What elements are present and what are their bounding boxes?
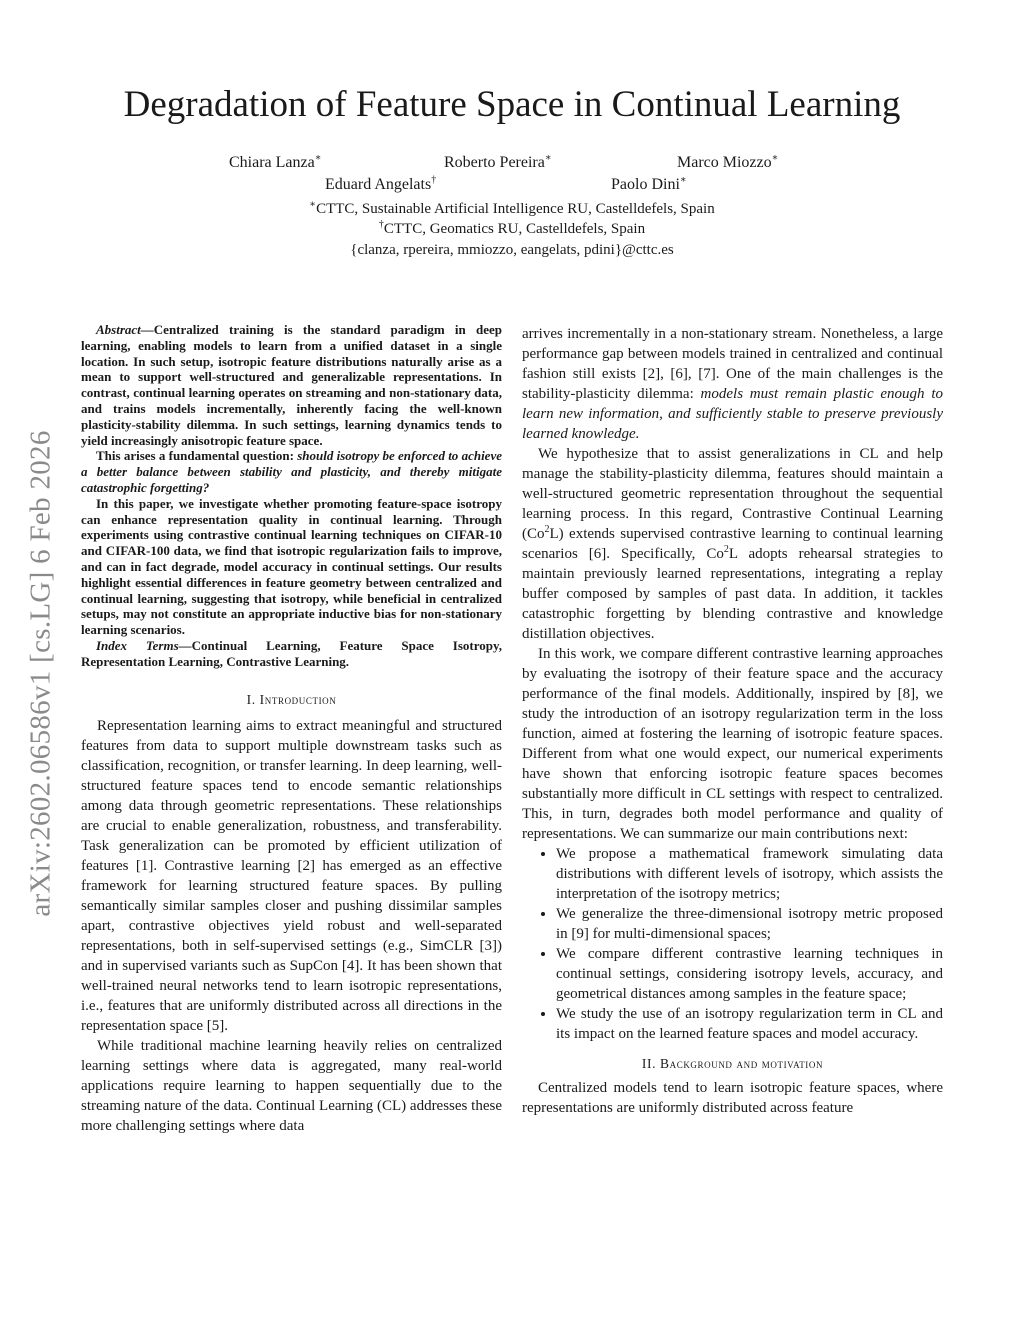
body-paragraph: In this work, we compare different contrastive learning approaches by evaluating the isotropy of their feature space and the accuracy performance of the final models. Additionally, inspired by [8], we study the introduction of an isotropy regularization term in the loss function, aimed at fostering the learning of isotropic feature spaces. Different from what one would expect, our numerical experiments have shown that enforcing isotropic feature spaces becomes substantially more difficult in CL settings with respect to centralized. This, in turn, degrades both model performance and quality of representations. We can summarize our main contributions next: bbox=[522, 646, 943, 842]
list-item: • We generalize the three-dimensional isotropy metric proposed in [9] for multi-dimensional spaces; bbox=[556, 904, 943, 944]
right-column bbox=[522, 324, 943, 1118]
abstract bbox=[81, 322, 502, 670]
arxiv-identifier: arXiv:2602.06586v1 [cs.LG] 6 Feb 2026 bbox=[24, 429, 57, 917]
section-heading-introduction: I. Introduction bbox=[246, 691, 337, 707]
contributions-list bbox=[522, 844, 943, 1044]
abstract-paragraph: This arises a fundamental question: should isotropy be enforced to achieve a better balance between stability and plasticity, and thereby mitigate catastrophic forgetting? bbox=[81, 448, 502, 495]
author-name: Marco Miozzo∗ bbox=[677, 152, 779, 171]
left-column bbox=[81, 322, 502, 1136]
abstract-paragraph: In this paper, we investigate whether promoting feature-space isotropy can enhance representation quality in continual learning. Through experiments using contrastive continual learning techniques on CIFAR-10 and CIFAR-100 data, we find that isotropic regularization fails to improve, and can in fact degrade, model accuracy in continual settings. Our results highlight essential differences in feature geometry between centralized and continual learning, suggesting that isotropy, while beneficial in centralized setups, may not constitute an appropriate inductive bias for non-stationary learning scenarios. bbox=[81, 495, 502, 638]
body-paragraph: We hypothesize that to assist generalizations in CL and help manage the stability-plasticity dilemma, features should maintain a well-structured geometric representation throughout the sequential learning process. In this regard, Contrastive Continual Learning (Co$^2$L) extends supervised contrastive learning to continual learning scenarios [6]. Specifically, Co$^2$L adopts rehearsal strategies to maintain previously learned representations, integrating a replay buffer composed by samples of past data. In addition, it tackles catastrophic forgetting by blending contrastive and knowledge distillation objectives. bbox=[522, 446, 943, 642]
author-row-2 bbox=[0, 176, 1024, 198]
affiliation-2: †CTTC, Geomatics RU, Castelldefels, Spain bbox=[378, 219, 646, 237]
affiliation-1: ∗CTTC, Sustainable Artificial Intelligence RU, Castelldefels, Spain bbox=[309, 199, 715, 217]
paper-title: Degradation of Feature Space in Continual Learning bbox=[123, 84, 901, 125]
author-name: Roberto Pereira∗ bbox=[444, 152, 552, 171]
index-terms: Index Terms—Continual Learning, Feature Space Isotropy, Representation Learning, Contrastive Learning. bbox=[81, 637, 503, 669]
body-paragraph: Centralized models tend to learn isotropic feature spaces, where representations are uniformly distributed across feature bbox=[522, 1080, 943, 1116]
section-heading-background: II. Background and motivation bbox=[641, 1056, 824, 1071]
arxiv-sidebar-stamp bbox=[16, 378, 66, 968]
list-item: • We propose a mathematical framework simulating data distributions with different levels of isotropy, which assists the interpretation of the isotropy metrics; bbox=[556, 844, 943, 904]
body-paragraph: arrives incrementally in a non-stationary stream. Nonetheless, a large performance gap between models trained in centralized and continual fashion still exists [2], [6], [7]. One of the main challenges is the stability-plasticity dilemma: models must remain plastic enough to learn new information, and sufficiently stable to preserve previously learned knowledge. bbox=[522, 326, 943, 442]
list-item: • We study the use of an isotropy regularization term in CL and its impact on the learned feature spaces and model accuracy. bbox=[556, 1004, 943, 1044]
author-row-1 bbox=[0, 154, 1024, 176]
abstract-paragraph: Abstract—Centralized training is the standard paradigm in deep learning, enabling models to learn from a unified dataset in a single location. In such setup, isotropic feature distributions naturally arise as a mean to support well-structured and generalizable representations. In contrast, continual learning operates on streaming and non-stationary data, and trains models incrementally, inherently facing the well-known plasticity-stability dilemma. In such settings, learning dynamics tends to yield increasingly anisotropic feature space. bbox=[81, 322, 502, 448]
author-name: Chiara Lanza∗ bbox=[229, 152, 322, 171]
list-item: • We compare different contrastive learning techniques in continual settings, considering isotropy levels, accuracy, and geometrical distances among samples in the feature space; bbox=[556, 944, 943, 1004]
author-name: Paolo Dini∗ bbox=[611, 174, 687, 193]
author-emails: {clanza, rpereira, mmiozzo, eangelats, pdini}@cttc.es bbox=[350, 242, 674, 258]
body-paragraph: Representation learning aims to extract meaningful and structured features from data to support multiple downstream tasks such as classification, recognition, or transfer learning. In deep learning, well-structured feature spaces tend to encode semantic relationships among data through geometric representations. These relationships are crucial to enable generalization, robustness, and transferability. Task generalization can be promoted by efficient utilization of features [1]. Contrastive learning [2] has emerged as an effective framework for learning structured feature spaces. By pulling semantically similar samples closer and pushing dissimilar samples apart, contrastive objectives yield robust and well-separated representations, both in self-supervised settings (e.g., SimCLR [3]) and in supervised variants such as SupCon [4]. It has been shown that well-trained neural networks tend to learn isotropic representations, i.e., features that are uniformly distributed across all directions in the representation space [5]. bbox=[81, 717, 502, 1034]
body-paragraph: While traditional machine learning heavily relies on centralized learning settings where data is aggregated, many real-world applications require learning to happen sequentially due to the streaming nature of the data. Continual Learning (CL) addresses these more challenging settings where data bbox=[81, 1037, 502, 1134]
author-name: Eduard Angelats† bbox=[325, 174, 437, 193]
